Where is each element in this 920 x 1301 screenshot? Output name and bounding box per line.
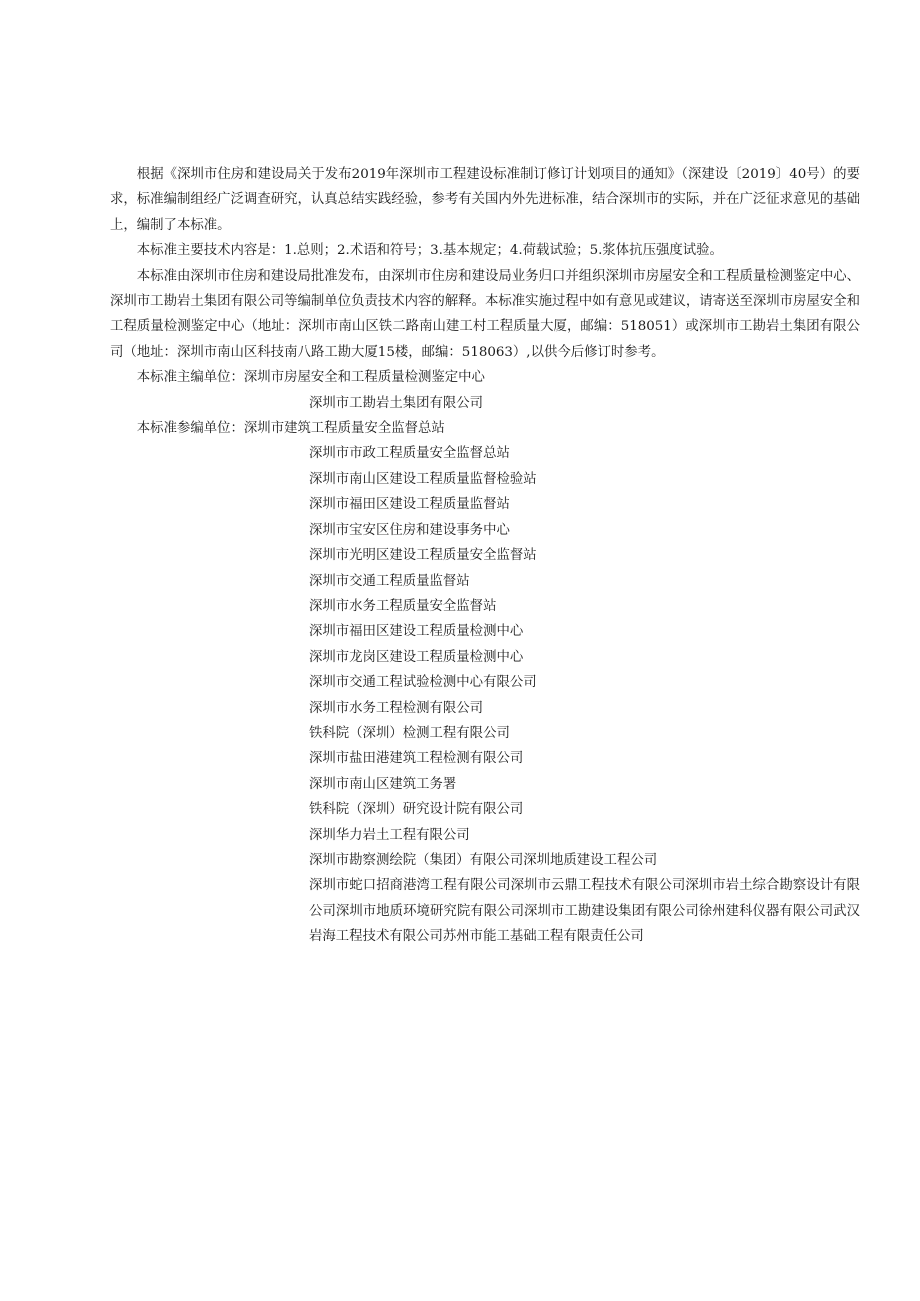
participating-units-final-block: 深圳市蛇口招商港湾工程有限公司深圳市云鼎工程技术有限公司深圳市岩土综合勘察设计有限公司深圳市地质环境研究院有限公司深圳市工勘建设集团有限公司徐州建科仪器有限公司武汉岩海工程技术有限公司苏州市能工基础工程有限责任公司 [309,878,860,945]
participating-unit-item: 深圳市建筑工程质量安全监督总站 [243,421,445,437]
chief-unit-item: 深圳市工勘岩土集团有限公司 [309,395,484,411]
participating-units-label: 本标准参编单位： [136,421,244,437]
participating-unit-item: 深圳市盐田港建筑工程检测有限公司 [309,751,524,767]
preface-paragraph-basis: 根据《深圳市住房和建设局关于发布2019年深圳市工程建设标准制订修订计划项目的通知》（深建设〔2019〕40号）的要求，标准编制组经广泛调查研究，认真总结实践经验，参考有关国内外先进标准，结合深圳市的实际，并在广泛征求意见的基础上，编制了本标准。 [110,167,860,233]
participating-unit-item: 深圳市福田区建设工程质量检测中心 [309,624,524,640]
preface-paragraph-contents: 本标准主要技术内容是：1.总则；2.术语和符号；3.基本规定；4.荷载试验；5.浆体抗压强度试验。 [136,243,723,259]
participating-unit-item: 深圳市龙岗区建设工程质量检测中心 [309,649,524,665]
chief-units-label: 本标准主编单位： [136,370,244,386]
participating-unit-item: 深圳市南山区建设工程质量监督检验站 [309,471,537,487]
chief-unit-item: 深圳市房屋安全和工程质量检测鉴定中心 [243,370,485,386]
preface-paragraph-interpretation: 本标准由深圳市住房和建设局批准发布，由深圳市住房和建设局业务归口并组织深圳市房屋安全和工程质量检测鉴定中心、深圳市工勘岩土集团有限公司等编制单位负责技术内容的解释。本标准实施过程中如有意见或建议，请寄送至深圳市房屋安全和工程质量检测鉴定中心（地址：深圳市南山区铁二路南山建工村工程质量大厦，邮编：518051）或深圳市工勘岩土集团有限公司（地址：深圳市南山区科技南八路工勘大厦15楼，邮编：518063）,以供今后修订时参考。 [110,268,860,360]
chief-units-first-line [110,365,860,390]
participating-units-first-line [110,416,860,441]
participating-unit-item: 铁科院（深圳）研究设计院有限公司 [309,802,524,818]
participating-unit-item: 深圳华力岩土工程有限公司 [309,827,470,843]
participating-unit-item: 深圳市水务工程质量安全监督站 [309,598,497,614]
participating-unit-item: 深圳市光明区建设工程质量安全监督站 [309,548,537,564]
participating-units-list [110,441,860,949]
participating-unit-item: 深圳市宝安区住房和建设事务中心 [309,522,510,538]
participating-unit-item: 深圳市水务工程检测有限公司 [309,700,484,716]
preface-content [110,162,860,950]
participating-unit-item: 铁科院（深圳）检测工程有限公司 [309,725,510,741]
participating-unit-item: 深圳市交通工程质量监督站 [309,573,470,589]
participating-unit-item: 深圳市南山区建筑工务署 [309,776,457,792]
participating-unit-item: 深圳市勘察测绘院（集团）有限公司深圳地质建设工程公司 [309,852,658,868]
participating-unit-item: 深圳市福田区建设工程质量监督站 [309,497,510,513]
participating-unit-item: 深圳市交通工程试验检测中心有限公司 [309,675,537,691]
participating-unit-item: 深圳市市政工程质量安全监督总站 [309,446,510,462]
